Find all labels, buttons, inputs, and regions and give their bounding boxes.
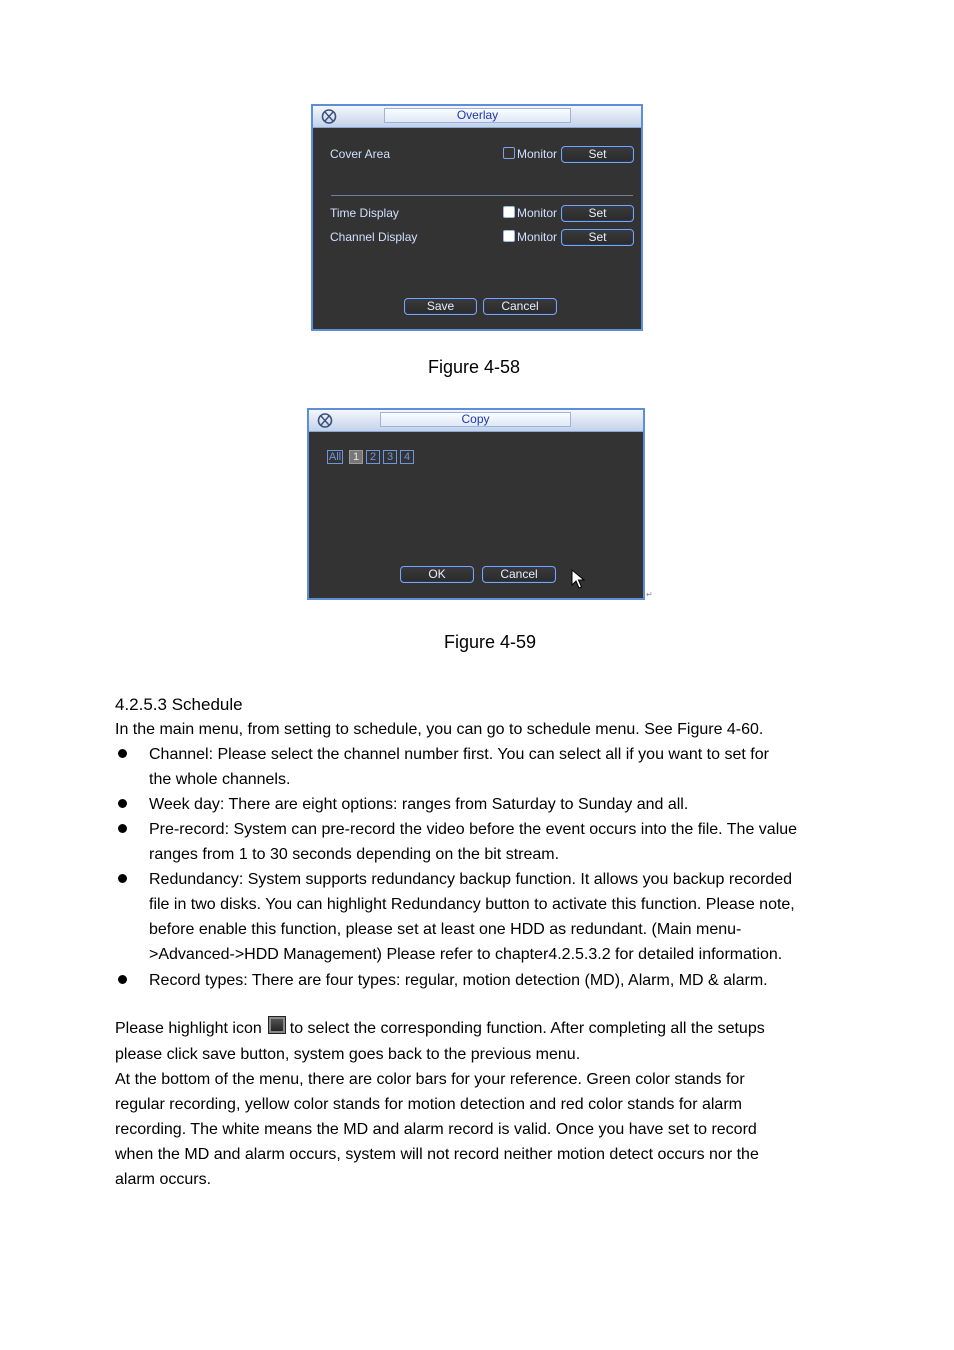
time-display-set-button[interactable]: Set <box>561 205 634 222</box>
channel-1-toggle[interactable]: 1 <box>349 450 363 464</box>
body-line-1: please click save button, system goes back to the previous menu. <box>115 1046 581 1063</box>
cursor-arrow-icon <box>571 569 585 589</box>
overlay-dialog <box>311 104 643 331</box>
bullet-recordtypes-line-1: Record types: There are four types: regular, motion detection (MD), Alarm, MD & alarm. <box>149 972 768 989</box>
time-display-monitor-label: Monitor <box>517 206 558 220</box>
figure-4-58-caption: Figure 4-58 <box>428 357 521 377</box>
copy-dialog <box>307 408 645 600</box>
bullet-marker <box>118 975 127 984</box>
intro-paragraph: In the main menu, from setting to schedule, you can go to schedule menu. See Figure 4-60. <box>115 721 764 738</box>
bullet-redundancy-line-3: before enable this function, please set at least one HDD as redundant. (Main menu- <box>149 921 742 938</box>
channel-display-monitor-checkbox[interactable] <box>503 230 515 242</box>
bullet-redundancy-line-1: Redundancy: System supports redundancy backup function. It allows you backup recorded <box>149 871 793 888</box>
overlay-save-button[interactable]: Save <box>404 298 477 315</box>
highlight-text-after: to select the corresponding function. After completing all the setups <box>289 1020 765 1037</box>
cover-area-label: Cover Area <box>330 147 391 161</box>
overlay-title-bar <box>313 106 641 128</box>
copy-title-bar <box>309 410 643 432</box>
overlay-cancel-button[interactable]: Cancel <box>483 298 557 315</box>
bullet-prerecord-line-2: ranges from 1 to 30 seconds depending on the bit stream. <box>149 846 560 863</box>
channel-display-label: Channel Display <box>330 230 418 244</box>
copy-window-title: Copy <box>380 412 571 427</box>
figure-4-59-caption: Figure 4-59 <box>444 632 537 652</box>
dvr-logo-icon <box>315 412 335 429</box>
paragraph-mark: ↵ <box>646 590 653 599</box>
time-display-label: Time Display <box>330 206 399 220</box>
channel-selector <box>327 450 427 464</box>
copy-ok-button[interactable]: OK <box>400 566 474 583</box>
cover-area-monitor-label: Monitor <box>517 147 558 161</box>
highlight-line <box>115 1016 765 1041</box>
cover-area-monitor-checkbox[interactable] <box>503 147 515 159</box>
bullet-weekday-line-1: Week day: There are eight options: ranges from Saturday to Sunday and all. <box>149 796 689 813</box>
channel-display-monitor-label: Monitor <box>517 230 558 244</box>
bullet-marker <box>118 749 127 758</box>
body-line-3: regular recording, yellow color stands for motion detection and red color stands for alarm <box>115 1096 742 1113</box>
bullet-channel-line-2: the whole channels. <box>149 771 291 788</box>
time-display-monitor-checkbox[interactable] <box>503 206 515 218</box>
body-line-4: recording. The white means the MD and alarm record is valid. Once you have set to record <box>115 1121 757 1138</box>
bullet-redundancy-line-2: file in two disks. You can highlight Redundancy button to activate this function. Please note, <box>149 896 795 913</box>
highlight-text-before: Please highlight icon <box>115 1020 262 1037</box>
cover-area-set-button[interactable]: Set <box>561 146 634 163</box>
bullet-prerecord-line-1: Pre-record: System can pre-record the video before the event occurs into the file. The value <box>149 821 798 838</box>
body-line-6: alarm occurs. <box>115 1171 212 1188</box>
section-heading: 4.2.5.3 Schedule <box>115 695 243 714</box>
bullet-redundancy-line-4: >Advanced->HDD Management) Please refer to chapter4.2.5.3.2 for detailed information. <box>149 946 783 963</box>
copy-cancel-button[interactable]: Cancel <box>482 566 556 583</box>
body-line-2: At the bottom of the menu, there are color bars for your reference. Green color stands for <box>115 1071 745 1088</box>
body-line-5: when the MD and alarm occurs, system will not record neither motion detect occurs nor the <box>115 1146 759 1163</box>
dvr-logo-icon <box>319 108 339 125</box>
bullet-marker <box>118 824 127 833</box>
channel-4-toggle[interactable]: 4 <box>400 450 414 464</box>
overlay-divider <box>331 195 633 196</box>
channel-display-set-button[interactable]: Set <box>561 229 634 246</box>
all-channels-toggle[interactable]: All <box>328 451 342 463</box>
bullet-channel-line-1: Channel: Please select the channel number first. You can select all if you want to set for <box>149 746 769 763</box>
bullet-marker <box>118 874 127 883</box>
channel-3-toggle[interactable]: 3 <box>383 450 397 464</box>
schedule-square-icon <box>268 1016 286 1034</box>
overlay-window-title: Overlay <box>384 108 571 123</box>
channel-2-toggle[interactable]: 2 <box>366 450 380 464</box>
bullet-marker <box>118 799 127 808</box>
